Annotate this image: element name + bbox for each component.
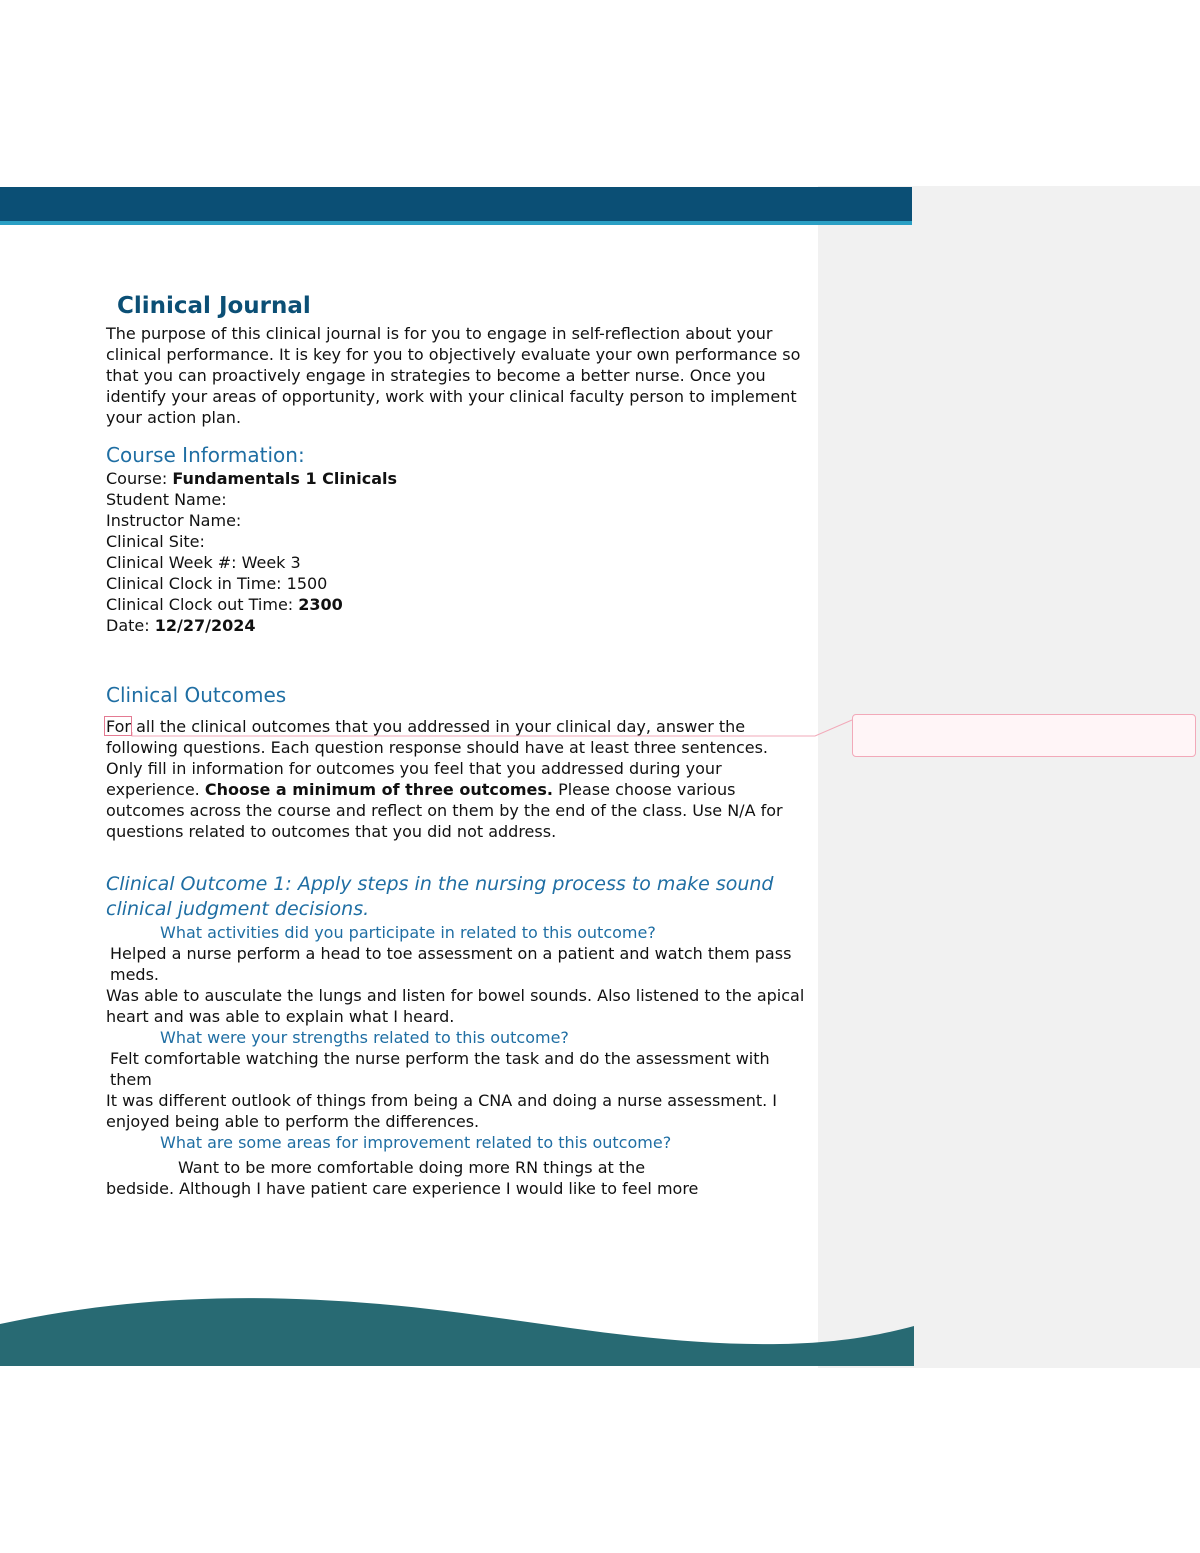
- comment-balloon[interactable]: [852, 714, 1196, 757]
- outcome-1-question-strengths: What were your strengths related to this outcome?: [160, 1028, 569, 1047]
- date-value: 12/27/2024: [154, 616, 256, 635]
- outcome-1-answer-activities-1: Helped a nurse perform a head to toe assessment on a patient and watch them pass meds.: [110, 944, 792, 984]
- outcome-1-answer-strengths-2: It was different outlook of things from being a CNA and doing a nurse assessment. I enjoyed being able to perform the differences.: [106, 1091, 778, 1131]
- outcome-1-answer-activities-2: Was able to ausculate the lungs and listen for bowel sounds. Also listened to the apical heart and was able to explain what I heard.: [106, 986, 805, 1026]
- footer-wave: [0, 1290, 914, 1366]
- outcome-1-title: Clinical Outcome 1: Apply steps in the nursing process to make sound clinical judgment decisions.: [106, 873, 774, 920]
- outcome-1-answer-improvement-1: Want to be more comfortable doing more RN things at the: [178, 1158, 646, 1177]
- date-line: Date: 12/27/2024: [106, 616, 256, 635]
- clinical-week-line: Clinical Week #: Week 3: [106, 553, 301, 572]
- page-title: Clinical Journal: [117, 293, 311, 319]
- outcome-1-question-activities: What activities did you participate in related to this outcome?: [160, 923, 656, 942]
- instructor-name-line: Instructor Name:: [106, 511, 242, 530]
- header-accent-line: [0, 221, 912, 225]
- clinical-outcomes-heading: Clinical Outcomes: [106, 683, 287, 707]
- course-line: Course: Fundamentals 1 Clinicals: [106, 469, 398, 488]
- course-info-heading: Course Information:: [106, 443, 305, 467]
- student-name-line: Student Name:: [106, 490, 227, 509]
- header-bar: [0, 187, 912, 221]
- comment-margin-pane: [818, 186, 1200, 1368]
- outcomes-instructions-bold: Choose a minimum of three outcomes.: [204, 780, 553, 799]
- clinical-site-line: Clinical Site:: [106, 532, 205, 551]
- intro-paragraph: The purpose of this clinical journal is for you to engage in self-reflection about your clinical performance. It is key for you to objectively evaluate your own performance so that you can proactively engage in strategies to become a better nurse. Once you identify your areas of opportunity, work with your clinical faculty person to implement your action plan.: [106, 324, 801, 427]
- clock-in-line: Clinical Clock in Time: 1500: [106, 574, 328, 593]
- outcomes-instructions: For all the clinical outcomes that you addressed in your clinical day, answer the following questions. Each question response should have at least three sentences. Only fill in information for outcomes you feel that you addressed during your experience. Choose a minimum of three outcomes. Please choose various outcomes across the course and reflect on them by the end of the class. Use N/A for questions related to outcomes that you did not address.: [106, 717, 783, 841]
- course-value: Fundamentals 1 Clinicals: [172, 469, 398, 488]
- document-body: [106, 323, 806, 1199]
- outcome-1-answer-improvement-2: bedside. Although I have patient care experience I would like to feel more: [106, 1179, 699, 1198]
- clock-out-value: 2300: [298, 595, 343, 614]
- outcome-1-answer-strengths-1: Felt comfortable watching the nurse perform the task and do the assessment with them: [110, 1049, 770, 1089]
- clock-out-line: Clinical Clock out Time: 2300: [106, 595, 343, 614]
- outcome-1-question-improvement: What are some areas for improvement related to this outcome?: [160, 1133, 672, 1152]
